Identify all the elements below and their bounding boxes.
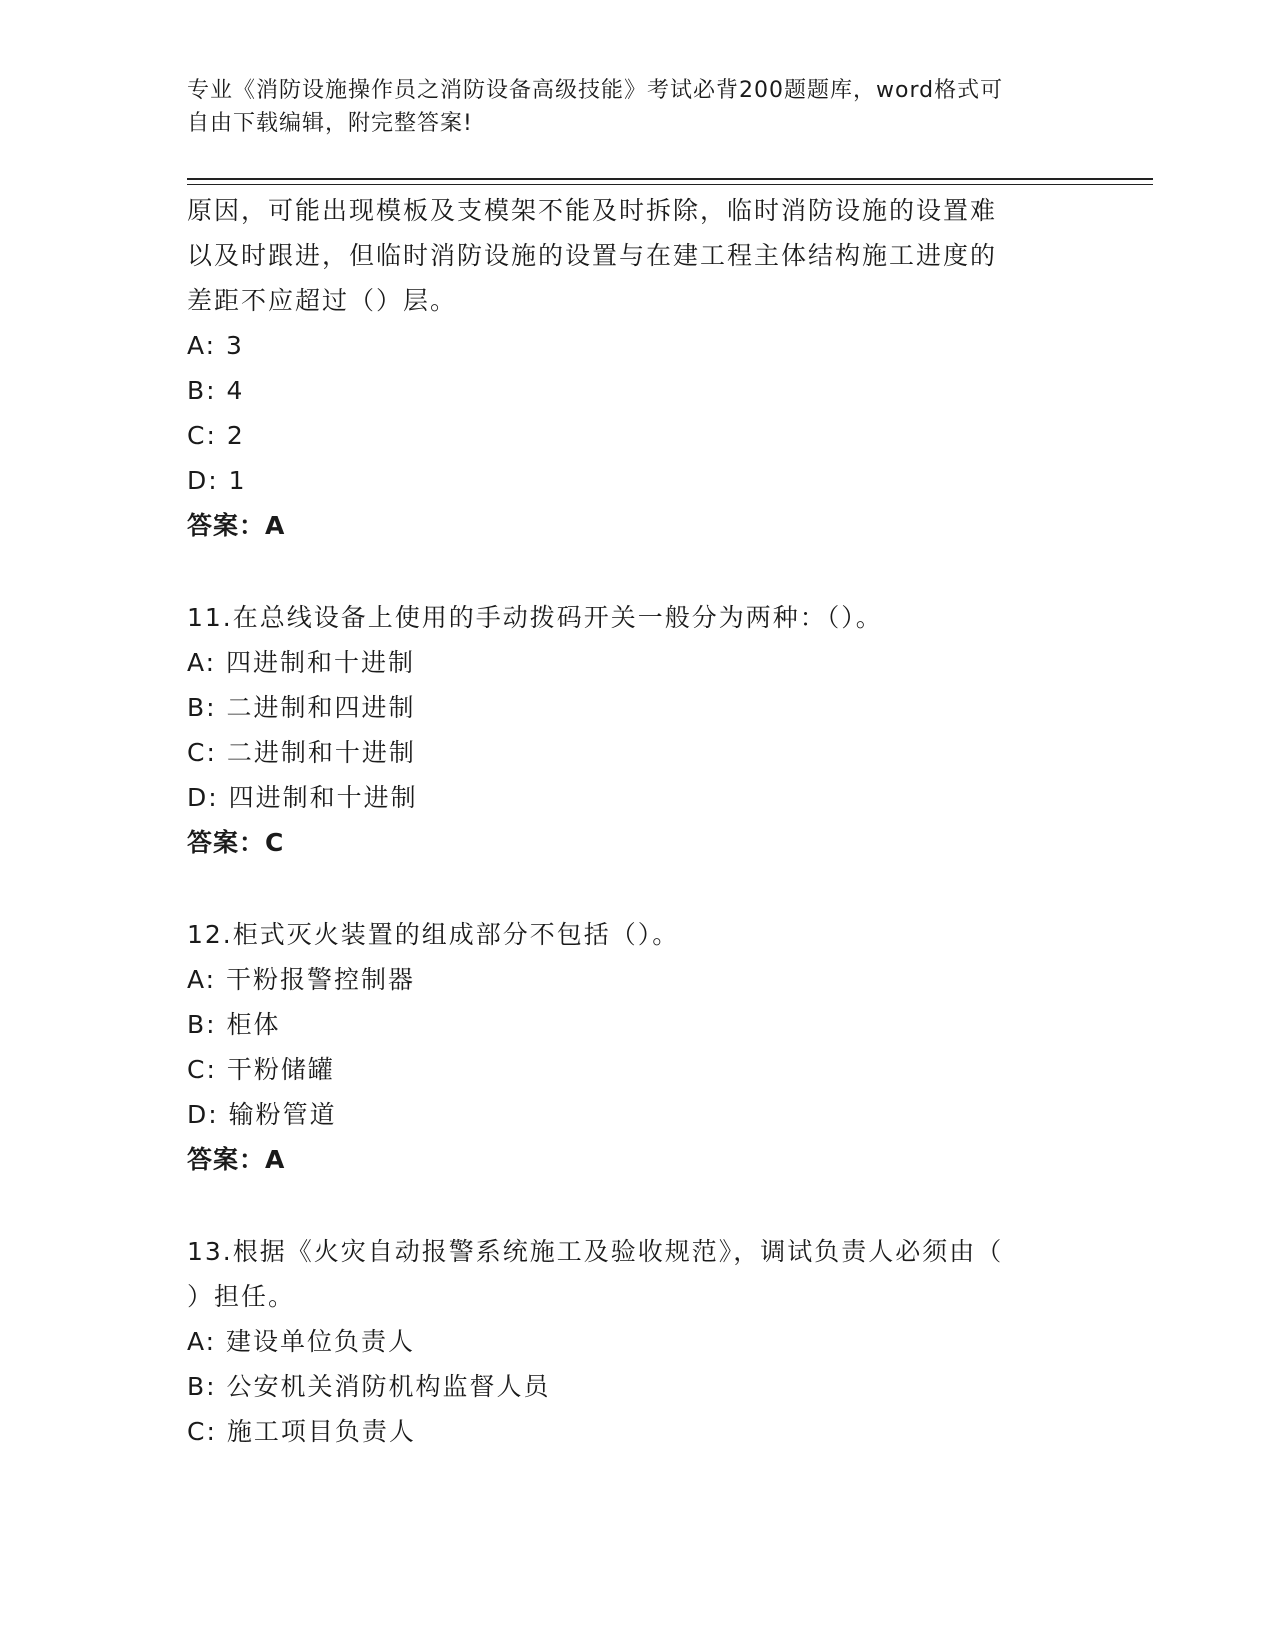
question-stem-line: 以及时跟进，但临时消防设施的设置与在建工程主体结构施工进度的	[187, 241, 998, 270]
answer-line: 答案：C	[187, 828, 285, 857]
page-header	[187, 74, 1067, 140]
option-b: B: 4	[187, 376, 245, 405]
question-stem-line: 差距不应超过（）层。	[187, 286, 458, 315]
option-a: A: 四进制和十进制	[187, 648, 416, 677]
question-10	[187, 188, 1067, 548]
question-spacer	[187, 548, 1067, 595]
question-spacer	[187, 865, 1067, 912]
answer-line: 答案：A	[187, 1145, 286, 1174]
question-stem-line: 原因，可能出现模板及支模架不能及时拆除，临时消防设施的设置难	[187, 196, 998, 225]
question-stem-line: 13.根据《火灾自动报警系统施工及验收规范》，调试负责人必须由（	[187, 1237, 1004, 1266]
header-divider-thick	[187, 178, 1153, 180]
question-stem-line: 11.在总线设备上使用的手动拨码开关一般分为两种：（）。	[187, 603, 883, 632]
option-d: D: 输粉管道	[187, 1100, 337, 1129]
option-d: D: 四进制和十进制	[187, 783, 418, 812]
option-a: A: 干粉报警控制器	[187, 965, 416, 994]
option-c: C: 施工项目负责人	[187, 1417, 416, 1446]
question-12	[187, 912, 1067, 1182]
option-d: D: 1	[187, 466, 247, 495]
option-b: B: 二进制和四进制	[187, 693, 416, 722]
header-divider-thin	[187, 184, 1153, 185]
option-a: A: 3	[187, 331, 244, 360]
option-c: C: 干粉储罐	[187, 1055, 335, 1084]
option-b: B: 柜体	[187, 1010, 281, 1039]
question-stem-line: 12.柜式灭火装置的组成部分不包括（）。	[187, 920, 680, 949]
question-13	[187, 1229, 1067, 1454]
header-line-1: 专业《消防设施操作员之消防设备高级技能》考试必背200题题库，word格式可	[187, 78, 1004, 103]
option-b: B: 公安机关消防机构监督人员	[187, 1372, 551, 1401]
option-c: C: 2	[187, 421, 245, 450]
question-content	[187, 188, 1067, 1454]
question-stem-line: ）担任。	[187, 1282, 296, 1311]
header-line-2: 自由下载编辑，附完整答案!	[187, 111, 473, 136]
answer-line: 答案：A	[187, 511, 286, 540]
question-11	[187, 595, 1067, 865]
question-spacer	[187, 1182, 1067, 1229]
option-a: A: 建设单位负责人	[187, 1327, 416, 1356]
option-c: C: 二进制和十进制	[187, 738, 416, 767]
